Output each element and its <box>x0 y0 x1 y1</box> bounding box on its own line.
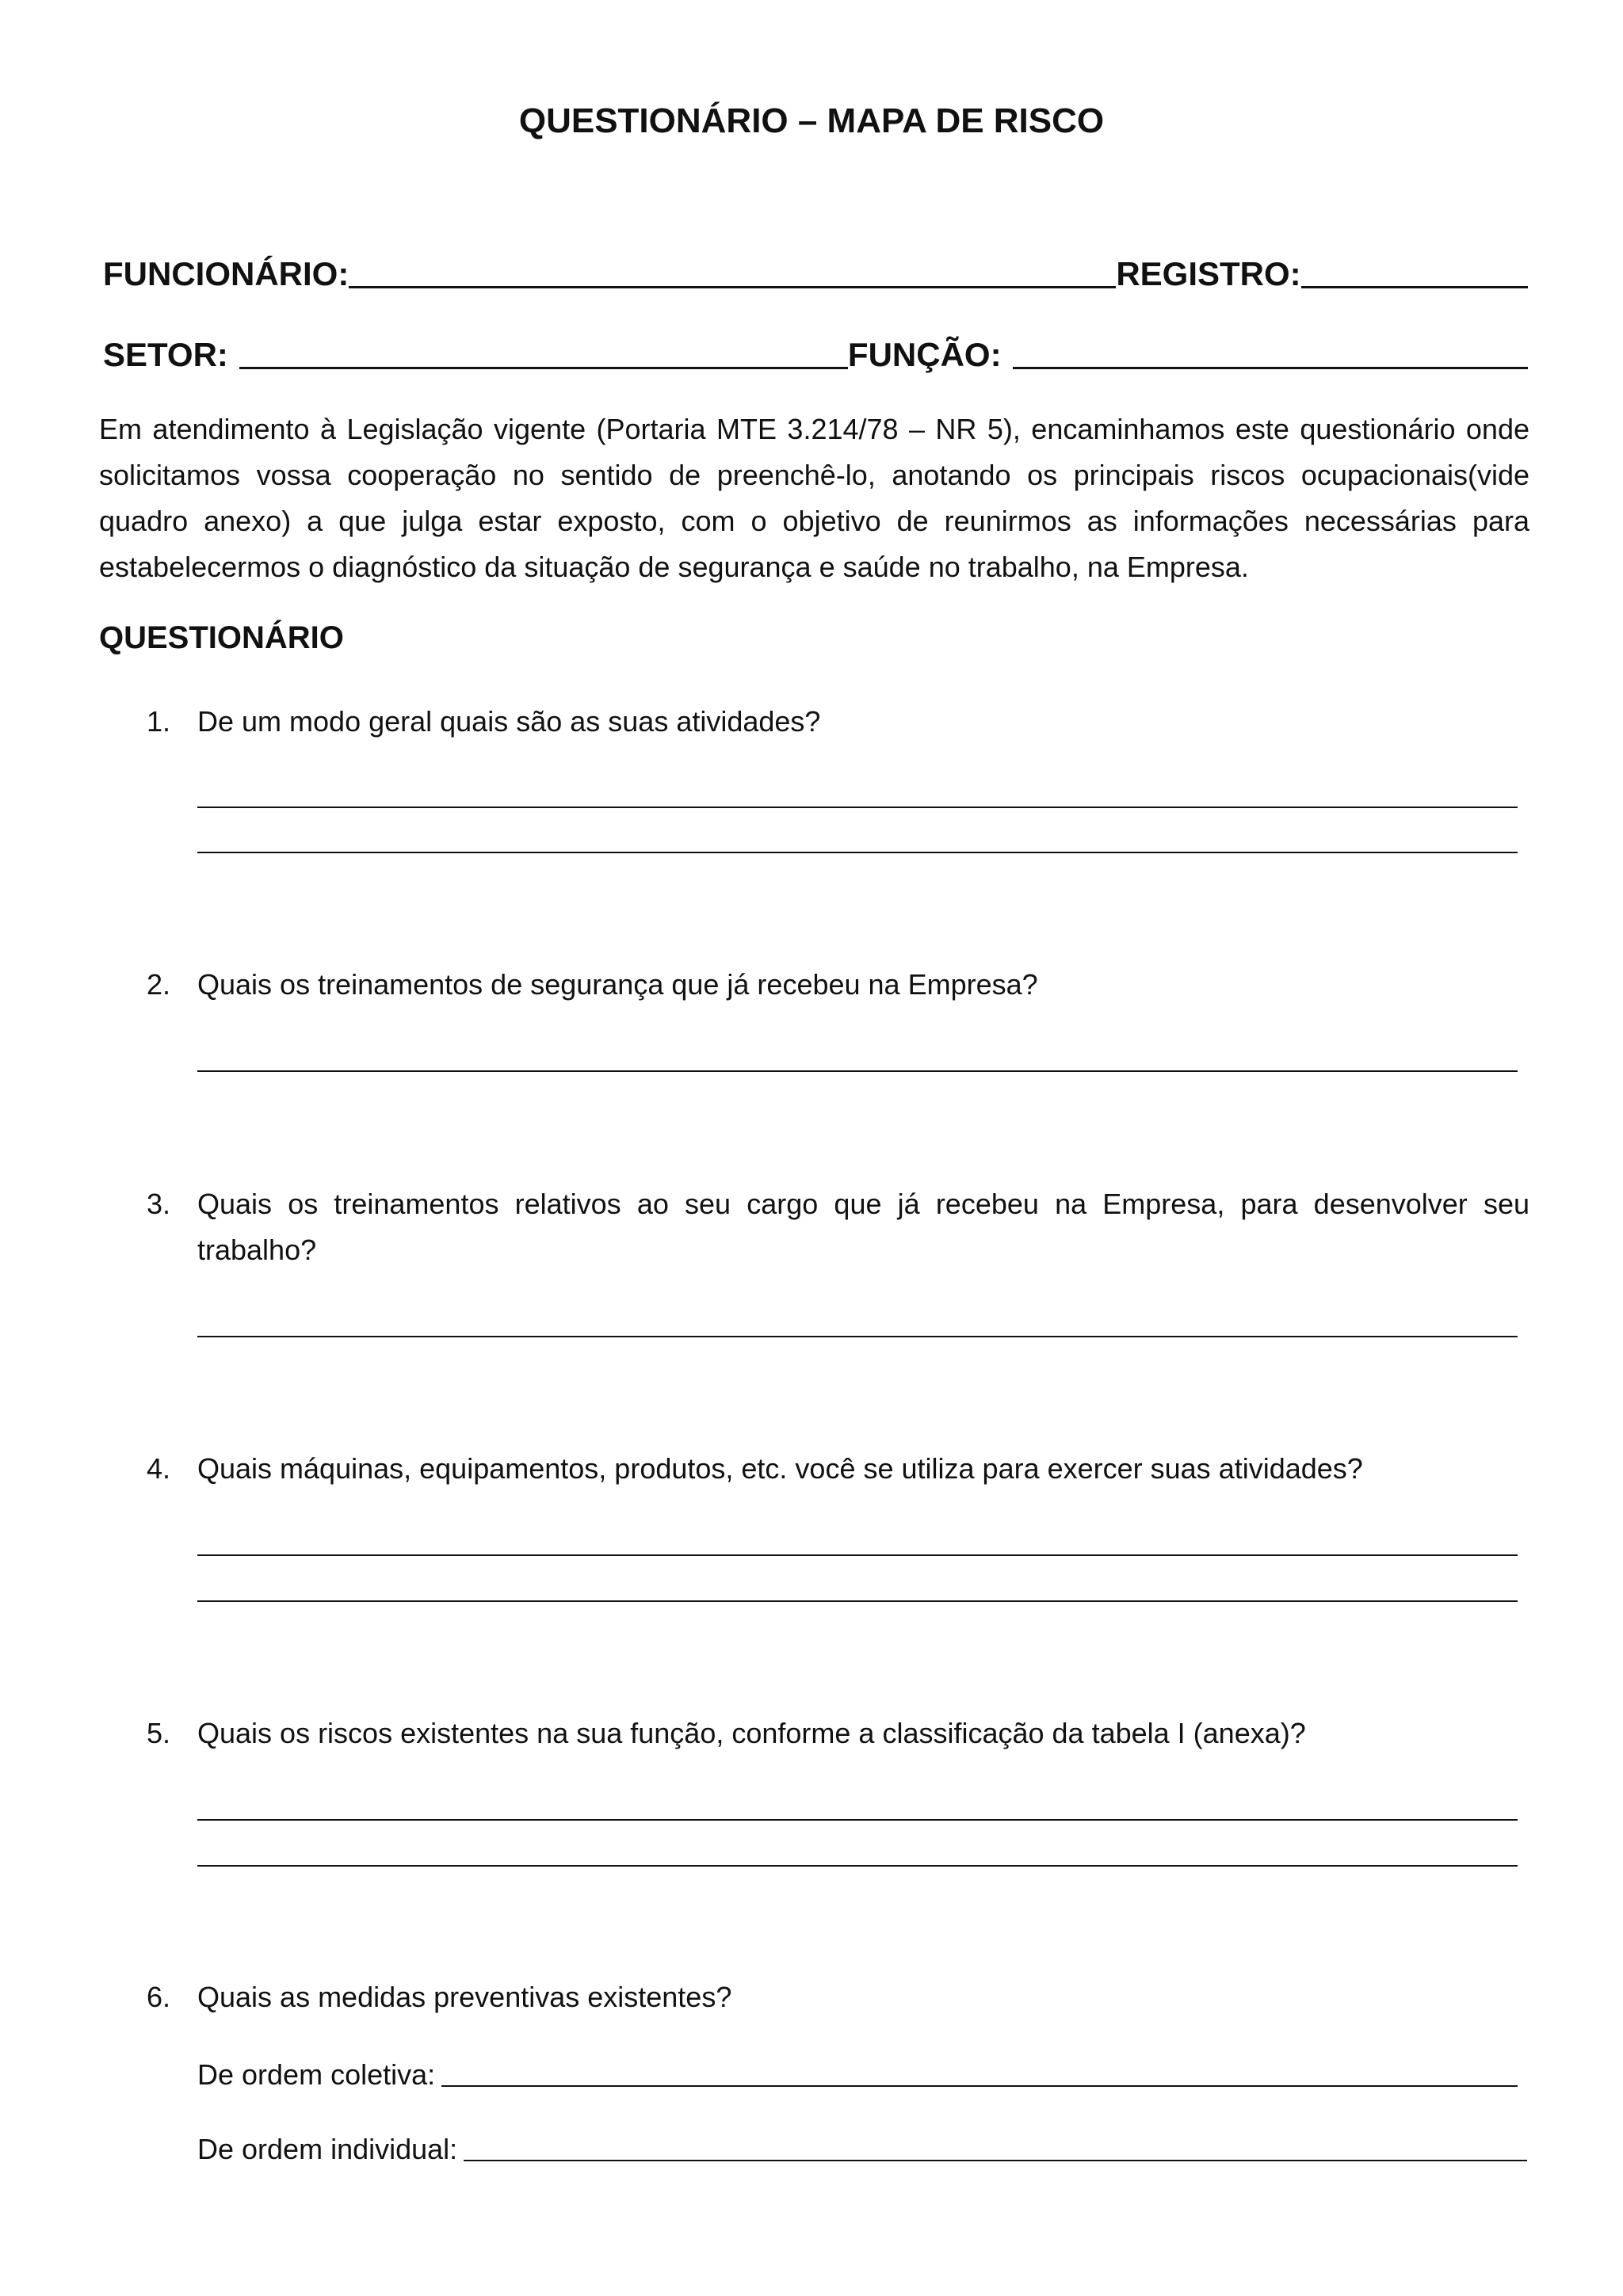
answer-line-1b[interactable] <box>197 852 1518 853</box>
funcao-field[interactable] <box>1013 330 1528 369</box>
funcao-label: FUNÇÃO: <box>847 336 1002 373</box>
answer-line-2a[interactable] <box>197 1070 1518 1072</box>
section-title: QUESTIONÁRIO <box>99 620 344 655</box>
individual-measure-field[interactable] <box>464 2128 1527 2161</box>
question-number: 1. <box>147 705 171 738</box>
intro-paragraph: Em atendimento à Legislação vigente (Portaria MTE 3.214/78 – NR 5), encaminhamos este questionário onde solicitamos vossa cooperação no sentido de preenchê-lo, anotando os principais riscos ocupacionais(vide quadro anexo) a que julga estar exposto, com o objetivo de reunirmos as informações necessárias para estabelecermos o diagnóstico da situação de segurança e saúde no trabalho, na Empresa. <box>99 413 1529 583</box>
registro-label: REGISTRO: <box>1116 255 1301 292</box>
employee-registration-row <box>103 246 1528 293</box>
question-text: Quais as medidas preventivas existentes? <box>197 1981 732 2013</box>
collective-measure-field[interactable] <box>441 2054 1518 2087</box>
answer-line-4a[interactable] <box>197 1554 1518 1556</box>
question-number: 4. <box>147 1452 171 1485</box>
setor-label: SETOR: <box>103 336 228 373</box>
registro-field[interactable] <box>1301 250 1528 288</box>
question-text: De um modo geral quais são as suas atividades? <box>197 705 821 738</box>
collective-measure-row <box>197 2052 1518 2092</box>
answer-line-3a[interactable] <box>197 1336 1518 1337</box>
funcionario-field[interactable] <box>349 250 1116 288</box>
individual-measure-label: De ordem individual: <box>197 2133 458 2165</box>
answer-line-5a[interactable] <box>197 1819 1518 1821</box>
answer-line-1a[interactable] <box>197 807 1518 808</box>
question-number: 2. <box>147 968 171 1001</box>
answer-line-4b[interactable] <box>197 1600 1518 1602</box>
question-number: 5. <box>147 1717 171 1749</box>
question-text: Quais os treinamentos de segurança que já recebeu na Empresa? <box>197 968 1038 1001</box>
question-text: Quais os riscos existentes na sua função, conforme a classificação da tabela I (anexa)? <box>197 1717 1306 1749</box>
collective-measure-label: De ordem coletiva: <box>197 2058 436 2091</box>
question-text: Quais máquinas, equipamentos, produtos, etc. você se utiliza para exercer suas atividades? <box>197 1452 1363 1485</box>
funcionario-label: FUNCIONÁRIO: <box>103 255 349 292</box>
question-number: 6. <box>147 1981 171 2013</box>
question-text: Quais os treinamentos relativos ao seu cargo que já recebeu na Empresa, para desenvolver seu trabalho? <box>197 1188 1529 1266</box>
answer-line-5b[interactable] <box>197 1865 1518 1867</box>
setor-field[interactable] <box>239 330 848 369</box>
sector-function-row <box>103 326 1528 374</box>
question-number: 3. <box>147 1188 171 1220</box>
page-title: QUESTIONÁRIO – MAPA DE RISCO <box>518 101 1105 140</box>
individual-measure-row <box>197 2126 1527 2166</box>
